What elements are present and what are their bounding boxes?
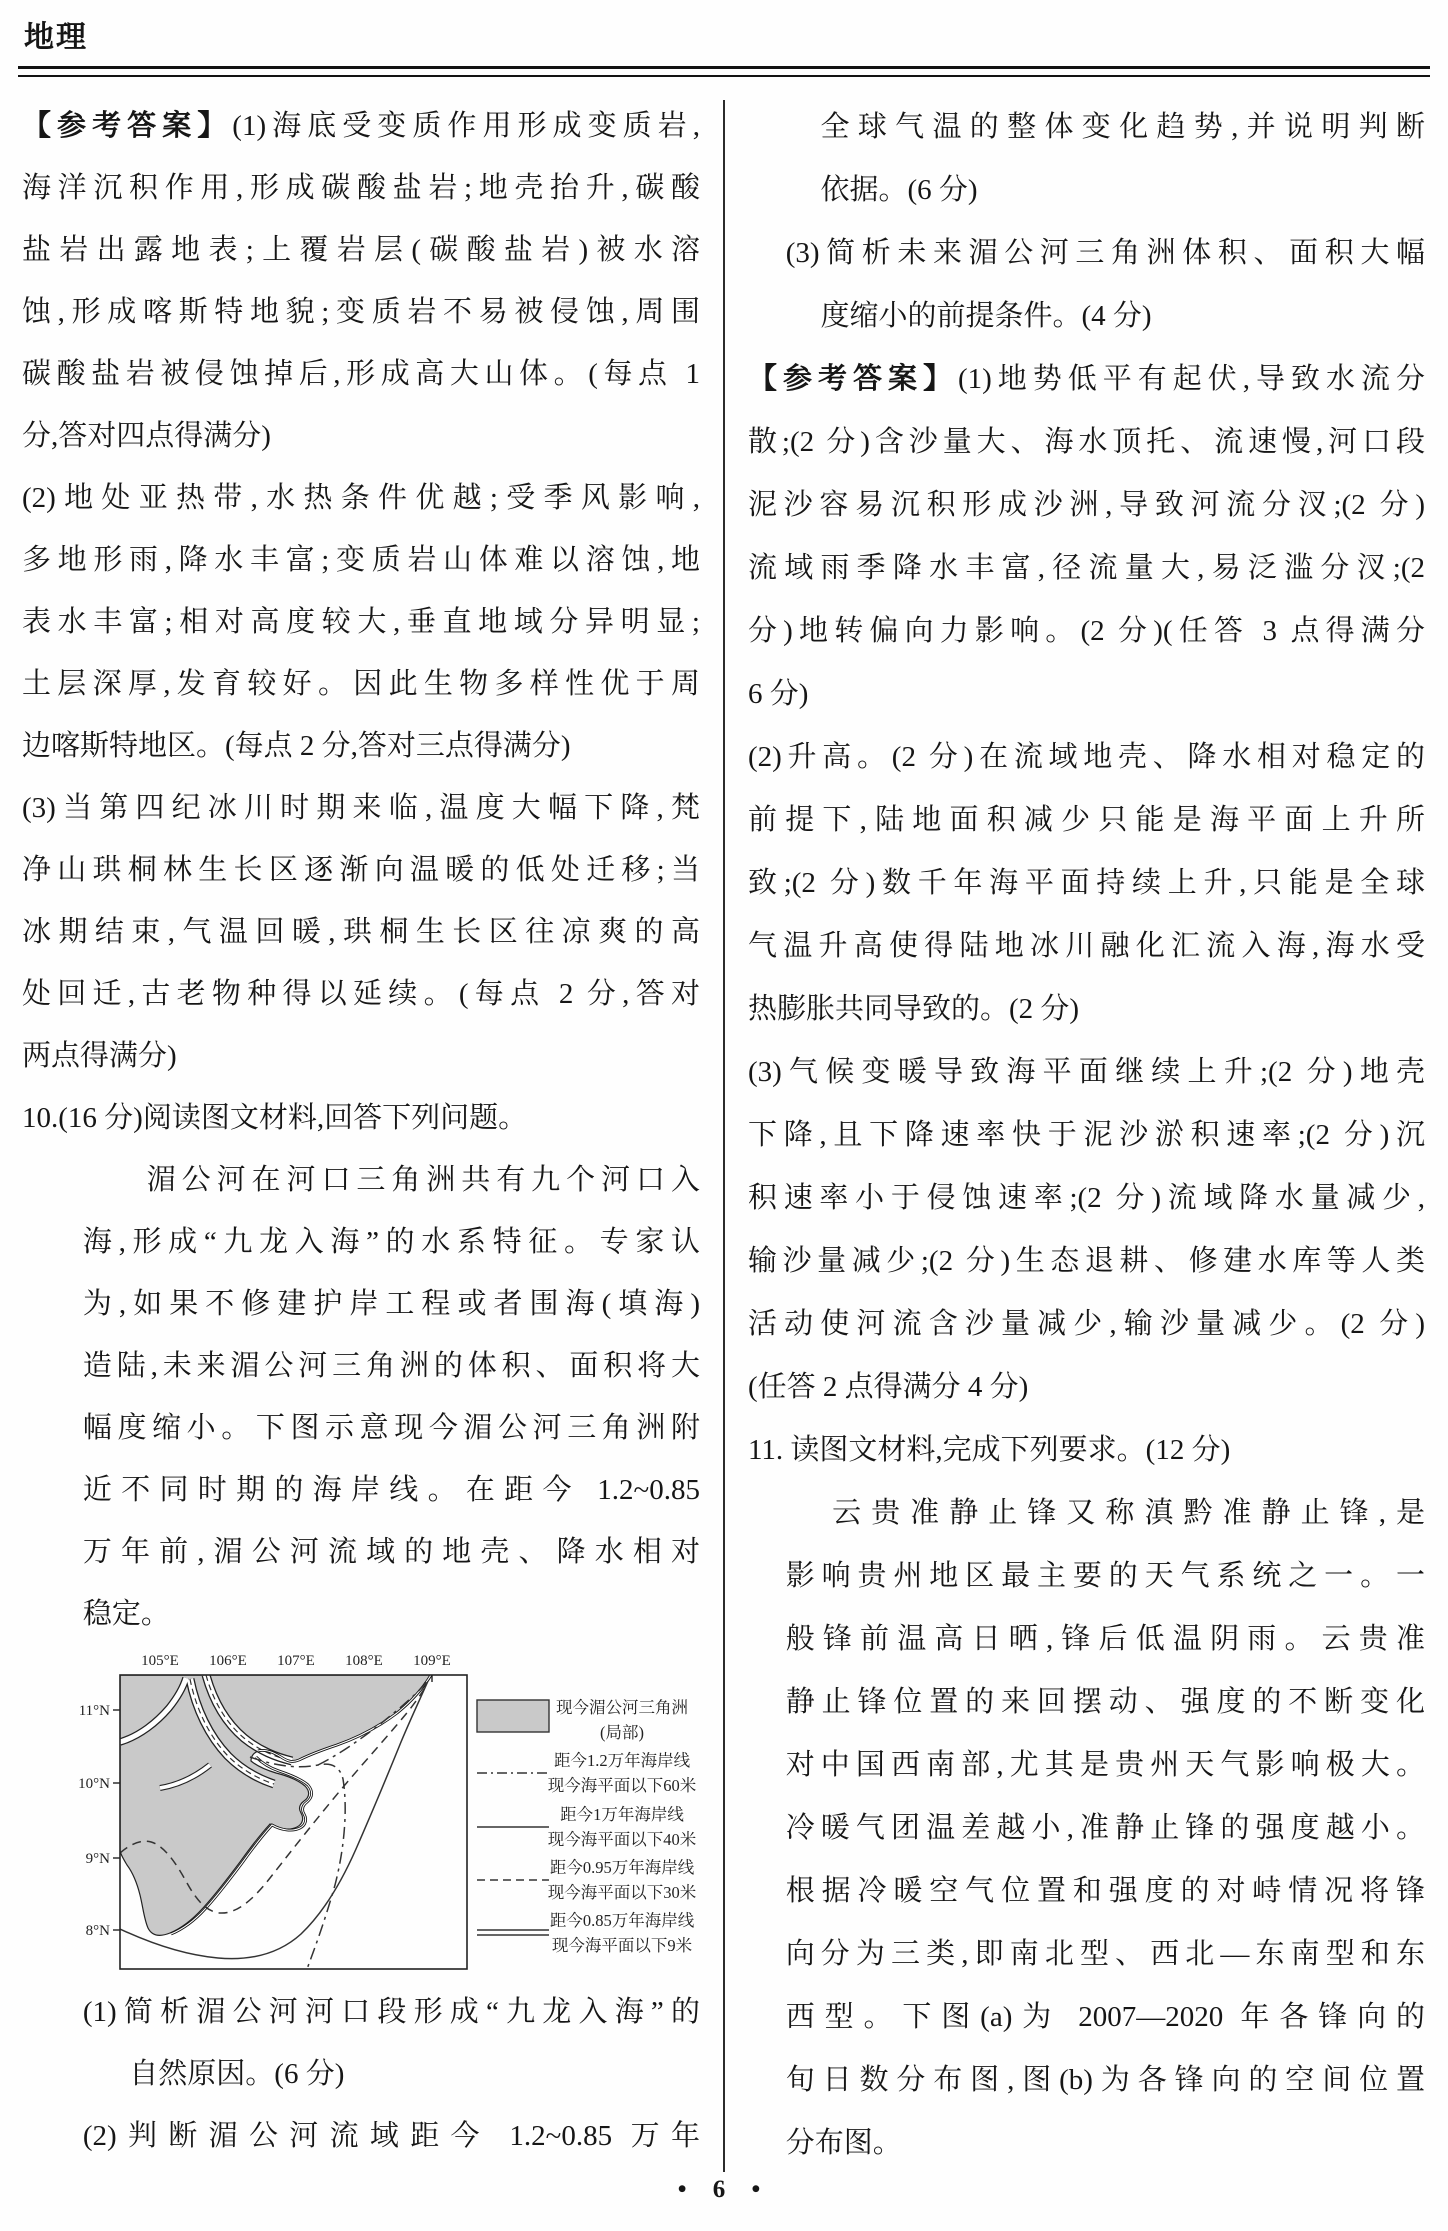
text-line: 前提下,陆地面积减少只能是海平面上升所 [748,804,1425,836]
text-line: 表水丰富;相对高度较大,垂直地域分异明显; [22,606,700,638]
right-column [748,96,1425,2175]
mekong-delta-map [60,1645,720,1977]
legend-swatch-delta-area [477,1700,549,1732]
lat-ticks [113,1710,120,1930]
legend-label: 距今1万年海岸线 [560,1805,684,1824]
text-line: 万年前,湄公河流域的地壳、降水相对 [82,1536,700,1568]
text-line: 输沙量减少;(2 分)生态退耕、修建水库等人类 [748,1245,1425,1277]
text-line: 积速率小于侵蚀速率;(2 分)流域降水量减少, [748,1182,1425,1214]
text-line: (3)当第四纪冰川时期来临,温度大幅下降,梵 [22,792,700,824]
legend-swatch-double [477,1930,549,1935]
text-line: 气温升高使得陆地冰川融化汇流入海,海水受 [748,930,1425,962]
text-line: 自然原因。(6 分) [129,2058,345,2090]
text-line: (1)简析湄公河河口段形成“九龙入海”的 [82,1996,700,2028]
text-line: (2)升高。(2 分)在流域地壳、降水相对稳定的 [748,741,1425,773]
text-line: 海洋沉积作用,形成碳酸盐岩;地壳抬升,碳酸 [22,172,700,204]
text-line: 下降,且下降速率快于泥沙淤积速率;(2 分)沉 [748,1119,1425,1151]
text-line: 造陆,未来湄公河三角洲的体积、面积将大 [82,1350,700,1382]
text-line: 西型。下图(a)为 2007—2020 年各锋向的 [785,2001,1425,2033]
lon-label: 105°E [141,1653,179,1669]
lat-label: 11°N [78,1703,110,1719]
text-line: 般锋前温高日晒,锋后低温阴雨。云贵准 [785,1623,1425,1655]
legend-label: (局部) [600,1723,644,1742]
legend-label: 现今海平面以下9米 [551,1936,693,1955]
text-line: 为,如果不修建护岸工程或者围海(填海) [82,1288,700,1320]
text-line: 蚀,形成喀斯特地貌;变质岩不易被侵蚀,周围 [22,296,700,328]
lat-label: 8°N [85,1923,110,1939]
text-line: 静止锋位置的来回摆动、强度的不断变化 [785,1686,1425,1718]
text-line: 近不同时期的海岸线。在距今 1.2~0.85 [82,1474,700,1506]
text-line: 净山珙桐林生长区逐渐向温暖的低处迁移;当 [22,854,700,886]
left-column-bottom [22,1981,700,2167]
text-line: 稳定。 [82,1598,170,1630]
text-line: 海,形成“九龙入海”的水系特征。专家认 [82,1226,700,1258]
text-line: 两点得满分) [22,1040,177,1072]
text-line: 冰期结束,气温回暖,珙桐生长区往凉爽的高 [22,916,700,948]
text-line: 度缩小的前提条件。(4 分) [820,300,1152,332]
page-title: 地理 [24,21,88,54]
text-line: 土层深厚,发育较好。因此生物多样性优于周 [22,668,700,700]
text-line: 分,答对四点得满分) [22,420,271,452]
delta-map-figure [60,1645,720,1977]
text-line: 边喀斯特地区。(每点 2 分,答对三点得满分) [22,730,571,762]
text-line: 湄公河在河口三角洲共有九个河口入 [146,1164,700,1196]
legend-label: 距今0.85万年海岸线 [549,1911,695,1930]
text-line: 旬日数分布图,图(b)为各锋向的空间位置 [785,2064,1425,2096]
text-line: (3)简析未来湄公河三角洲体积、面积大幅 [785,237,1425,269]
lon-label: 106°E [209,1653,247,1669]
text-line: (2)地处亚热带,水热条件优越;受季风影响, [22,482,700,514]
legend-label: 现今湄公河三角洲 [556,1698,688,1717]
text-line: (3)气候变暖导致海平面继续上升;(2 分)地壳 [748,1056,1425,1088]
legend-label: 现今海平面以下60米 [547,1776,697,1795]
text-line: 盐岩出露地表;上覆岩层(碳酸盐岩)被水溶 [22,234,700,266]
text-line: (任答 2 点得满分 4 分) [748,1371,1029,1403]
text-line: 幅度缩小。下图示意现今湄公河三角洲附 [82,1412,700,1444]
lon-label: 108°E [345,1653,383,1669]
text-line: 热膨胀共同导致的。(2 分) [748,993,1080,1025]
text-line: 向分为三类,即南北型、西北—东南型和东 [785,1938,1425,1970]
legend-label: 现今海平面以下40米 [547,1830,697,1849]
lon-label: 109°E [413,1653,451,1669]
text-line: 根据冷暖空气位置和强度的对峙情况将锋 [785,1875,1425,1907]
text-line: 影响贵州地区最主要的天气系统之一。一 [785,1560,1425,1592]
page-number: • 6 • [677,2176,771,2203]
text-line: 多地形雨,降水丰富;变质岩山体难以溶蚀,地 [22,544,700,576]
text-line: 处回迁,古老物种得以延续。(每点 2 分,答对 [22,978,700,1010]
text-line: 冷暖气团温差越小,准静止锋的强度越小。 [785,1812,1425,1844]
lon-label: 107°E [277,1653,315,1669]
map-legend [477,1698,696,1955]
text-line: 分)地转偏向力影响。(2 分)(任答 3 点得满分 [748,615,1425,647]
text-line: 6 分) [748,678,809,710]
text-line: 11. 读图文材料,完成下列要求。(12 分) [748,1434,1231,1466]
text-line: 分布图。 [785,2127,902,2159]
lat-label: 10°N [78,1776,110,1792]
text-line: 10.(16 分)阅读图文材料,回答下列问题。 [22,1102,528,1134]
text-line: 散;(2 分)含沙量大、海水顶托、流速慢,河口段 [748,426,1425,458]
legend-label: 距今0.95万年海岸线 [549,1858,695,1877]
text-line: 对中国西南部,尤其是贵州天气影响极大。 [785,1749,1425,1781]
text-line: 流域雨季降水丰富,径流量大,易泛滥分汊;(2 [748,552,1425,584]
legend-label: 现今海平面以下30米 [547,1883,697,1902]
text-line: 【参考答案】(1)地势低平有起伏,导致水流分 [748,363,1425,395]
column-divider [723,100,725,2172]
left-column [22,95,700,1645]
lat-label: 9°N [85,1851,110,1867]
text-line: 云贵准静止锋又称滇黔准静止锋,是 [832,1497,1425,1529]
text-line: 碳酸盐岩被侵蚀掉后,形成高大山体。(每点 1 [22,358,700,390]
legend-label: 距今1.2万年海岸线 [553,1751,691,1770]
text-line: 活动使河流含沙量减少,输沙量减少。(2 分) [748,1308,1425,1340]
text-line: 致;(2 分)数千年海平面持续上升,只能是全球 [748,867,1425,899]
text-line: 全球气温的整体变化趋势,并说明判断 [820,111,1425,143]
text-line: 泥沙容易沉积形成沙洲,导致河流分汊;(2 分) [748,489,1425,521]
text-line: (2)判断湄公河流域距今 1.2~0.85 万年 [82,2120,700,2152]
text-line: 依据。(6 分) [820,174,978,206]
text-line: 【参考答案】(1)海底受变质作用形成变质岩, [22,110,700,142]
header-double-rule [18,66,1430,77]
